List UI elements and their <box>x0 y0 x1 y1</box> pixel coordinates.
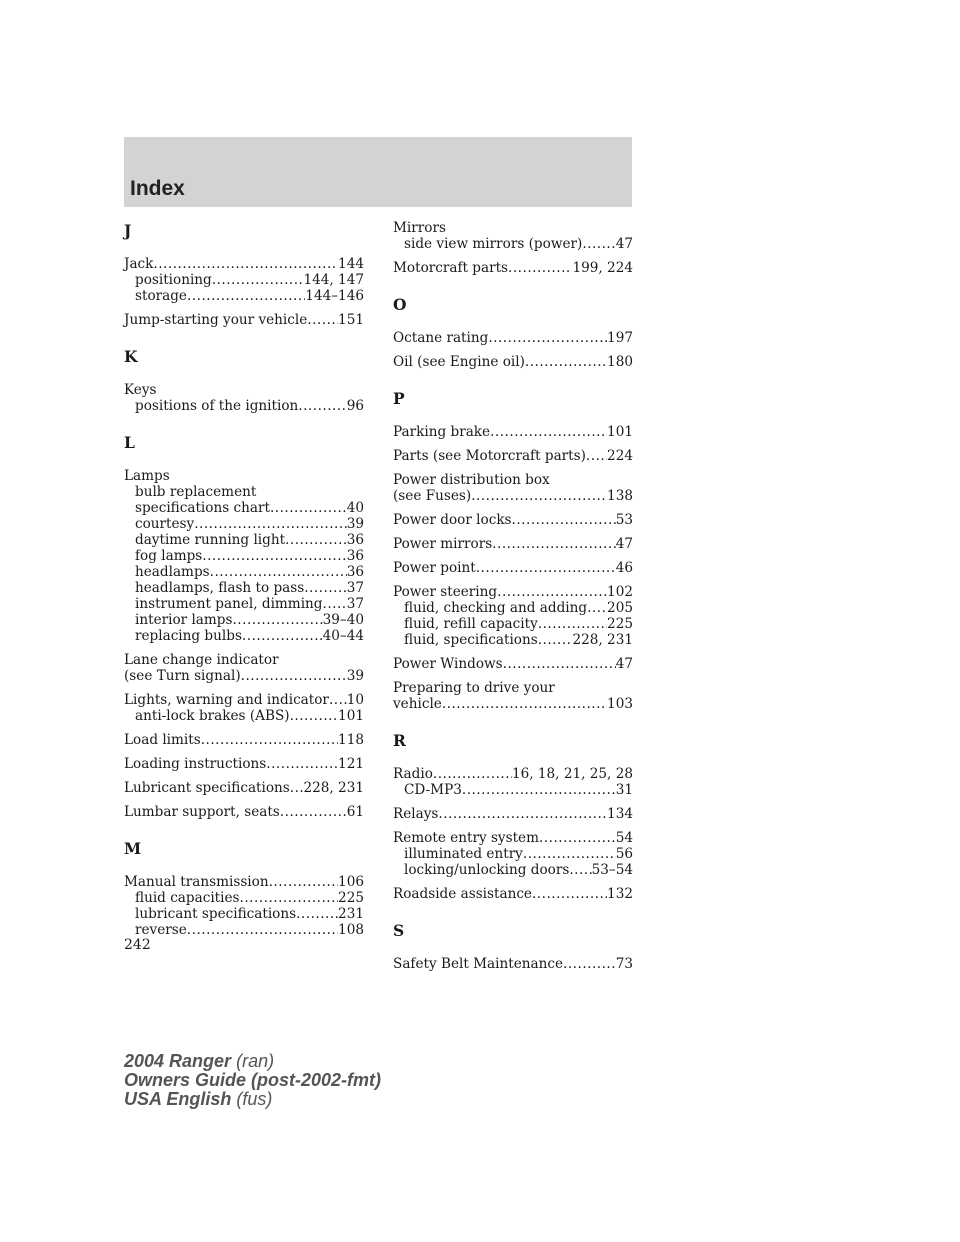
entry-page-ref: 103 <box>607 696 633 712</box>
entry-text: Loading instructions <box>124 756 267 772</box>
entry-page-ref: 53–54 <box>591 862 633 878</box>
section-letter: L <box>124 433 135 452</box>
index-entry <box>393 680 633 712</box>
page-title: Index <box>130 177 185 200</box>
index-entry-line <box>393 448 633 464</box>
index-entry-line <box>124 692 364 708</box>
dot-leader <box>532 886 607 902</box>
entry-text: CD-MP3 <box>404 782 462 798</box>
footer <box>124 1052 381 1109</box>
entry-page-ref: 197 <box>607 330 633 346</box>
entry-text: bulb replacement <box>135 484 257 500</box>
dot-leader <box>587 600 607 616</box>
index-entry-line <box>393 260 633 276</box>
index-entry-line <box>393 512 633 528</box>
entry-text: Power door locks <box>393 512 512 528</box>
entry-text: Radio <box>393 766 433 782</box>
index-entry-line <box>393 330 633 346</box>
entry-page-ref: 16, 18, 21, 25, 28 <box>511 766 633 782</box>
entry-page-ref: 224 <box>607 448 633 464</box>
entry-page-ref: 31 <box>615 782 633 798</box>
entry-text: Remote entry system <box>393 830 539 846</box>
index-entry-line <box>393 830 633 846</box>
index-subentry <box>124 484 364 500</box>
index-entry-line <box>393 220 633 236</box>
index-subentry <box>124 922 364 938</box>
index-subentry <box>124 708 364 724</box>
index-subentry <box>124 398 364 414</box>
entry-text: side view mirrors (power) <box>404 236 583 252</box>
dot-leader <box>490 424 607 440</box>
entry-text: Mirrors <box>393 220 446 236</box>
dot-leader <box>232 612 322 628</box>
entry-page-ref: 36 <box>346 564 364 580</box>
entry-text: headlamps <box>135 564 210 580</box>
dot-leader <box>539 830 616 846</box>
dot-leader <box>187 288 305 304</box>
entry-text: daytime running light <box>135 532 286 548</box>
dot-leader <box>285 532 347 548</box>
entry-page-ref: 36 <box>346 532 364 548</box>
index-entry <box>124 382 364 414</box>
dot-leader <box>280 804 347 820</box>
footer-guide: Owners Guide (post-2002-fmt) <box>124 1070 382 1090</box>
dot-leader <box>266 756 338 772</box>
index-entry <box>124 780 364 796</box>
entry-text: Manual transmission <box>124 874 269 890</box>
entry-page-ref: 37 <box>346 596 364 612</box>
section-letter: J <box>124 221 132 240</box>
index-entry <box>393 806 633 822</box>
entry-page-ref: 56 <box>615 846 633 862</box>
dot-leader <box>323 596 347 612</box>
entry-text: Relays <box>393 806 439 822</box>
dot-leader <box>492 536 616 552</box>
dot-leader <box>212 272 304 288</box>
dot-leader <box>512 512 616 528</box>
section-letter: K <box>124 347 138 366</box>
index-entry <box>124 312 364 328</box>
dot-leader <box>269 874 338 890</box>
index-subentry <box>393 236 633 252</box>
index-entry-line <box>124 780 364 796</box>
entry-page-ref: 39–40 <box>322 612 364 628</box>
entry-text: Octane rating <box>393 330 489 346</box>
index-entry-line <box>393 680 633 696</box>
index-entry-line <box>393 584 633 600</box>
entry-page-ref: 36 <box>346 548 364 564</box>
section-letter: O <box>393 295 407 314</box>
entry-page-ref: 118 <box>338 732 364 748</box>
entry-page-ref: 46 <box>615 560 633 576</box>
entry-page-ref: 144, 147 <box>303 272 364 288</box>
entry-page-ref: 101 <box>338 708 364 724</box>
index-entry-line <box>124 668 364 684</box>
index-subentry <box>124 580 364 596</box>
index-entry <box>393 886 633 902</box>
index-entry-line <box>393 472 633 488</box>
entry-page-ref: 121 <box>338 756 364 772</box>
dot-leader <box>523 846 616 862</box>
index-entry <box>393 424 633 440</box>
section-letter: R <box>393 731 406 750</box>
entry-page-ref: 101 <box>607 424 633 440</box>
index-subentry <box>124 564 364 580</box>
index-entry <box>393 472 633 504</box>
entry-page-ref: 40 <box>346 500 364 516</box>
footer-line-2 <box>124 1071 381 1090</box>
index-subentry <box>124 612 364 628</box>
dot-leader <box>497 584 607 600</box>
index-entry <box>393 584 633 648</box>
entry-page-ref: 108 <box>338 922 364 938</box>
entry-text: Parking brake <box>393 424 491 440</box>
dot-leader <box>298 398 346 414</box>
entry-page-ref: 37 <box>346 580 364 596</box>
entry-text: Preparing to drive your <box>393 680 555 696</box>
dot-leader <box>538 616 607 632</box>
dot-leader <box>304 580 346 596</box>
index-subentry <box>393 632 633 648</box>
dot-leader <box>290 780 304 796</box>
entry-text: Power point <box>393 560 476 576</box>
entry-text: Lumbar support, seats <box>124 804 280 820</box>
entry-text: Power distribution box <box>393 472 550 488</box>
entry-text: Oil (see Engine oil) <box>393 354 525 370</box>
entry-page-ref: 54 <box>615 830 633 846</box>
index-subentry <box>124 516 364 532</box>
dot-leader <box>563 956 616 972</box>
index-subentry <box>124 628 364 644</box>
index-subentry <box>393 862 633 878</box>
entry-page-ref: 73 <box>615 956 633 972</box>
entry-page-ref: 180 <box>607 354 633 370</box>
index-entry <box>393 656 633 672</box>
index-subentry <box>393 782 633 798</box>
index-entry <box>393 512 633 528</box>
entry-text: fog lamps <box>135 548 203 564</box>
index-entry-line <box>393 536 633 552</box>
index-entry-line <box>393 560 633 576</box>
index-entry <box>124 692 364 724</box>
dot-leader <box>442 696 607 712</box>
entry-page-ref: 10 <box>346 692 364 708</box>
entry-text: positions of the ignition <box>135 398 299 414</box>
index-entry <box>393 448 633 464</box>
dot-leader <box>569 862 591 878</box>
section-letter: S <box>393 921 405 940</box>
index-entry-line <box>393 956 633 972</box>
index-subentry <box>124 548 364 564</box>
entry-page-ref: 40–44 <box>322 628 364 644</box>
index-entry <box>393 536 633 552</box>
index-entry <box>393 354 633 370</box>
index-subentry <box>124 596 364 612</box>
entry-page-ref: 39 <box>346 516 364 532</box>
entry-text: Roadside assistance <box>393 886 532 902</box>
dot-leader <box>462 782 616 798</box>
entry-text: lubricant specifications <box>135 906 297 922</box>
dot-leader <box>433 766 512 782</box>
index-entry <box>393 560 633 576</box>
entry-page-ref: 39 <box>346 668 364 684</box>
dot-leader <box>202 548 346 564</box>
index-subentry <box>124 532 364 548</box>
entry-text: Safety Belt Maintenance <box>393 956 564 972</box>
index-entry-line <box>393 354 633 370</box>
entry-page-ref: 228, 231 <box>572 632 633 648</box>
index-entry-line <box>124 874 364 890</box>
entry-page-ref: 61 <box>346 804 364 820</box>
footer-model-code: (ran) <box>236 1051 275 1071</box>
entry-text: Lane change indicator <box>124 652 279 668</box>
index-entry-line <box>124 256 364 272</box>
footer-language: USA English <box>124 1089 232 1109</box>
dot-leader <box>242 628 323 644</box>
dot-leader <box>201 732 338 748</box>
dot-leader <box>153 256 338 272</box>
entry-page-ref: 205 <box>607 600 633 616</box>
entry-page-ref: 144 <box>338 256 364 272</box>
entry-text: courtesy <box>135 516 195 532</box>
index-entry-line <box>393 766 633 782</box>
index-entry-line <box>124 382 364 398</box>
dot-leader <box>508 260 572 276</box>
dot-leader <box>270 500 347 516</box>
entry-text: instrument panel, dimming <box>135 596 323 612</box>
entry-text: interior lamps <box>135 612 233 628</box>
entry-page-ref: 138 <box>607 488 633 504</box>
index-subentry <box>393 600 633 616</box>
entry-text: headlamps, flash to pass <box>135 580 305 596</box>
entry-page-ref: 199, 224 <box>572 260 633 276</box>
entry-text: fluid, specifications <box>404 632 538 648</box>
entry-text: anti-lock brakes (ABS) <box>135 708 290 724</box>
footer-model: 2004 Ranger <box>124 1051 232 1071</box>
index-entry <box>124 874 364 938</box>
index-entry-line <box>393 806 633 822</box>
index-entry-line <box>393 488 633 504</box>
index-entry-line <box>124 468 364 484</box>
entry-text: reverse <box>135 922 187 938</box>
dot-leader <box>438 806 607 822</box>
dot-leader <box>538 632 573 648</box>
index-entry <box>393 956 633 972</box>
index-entry <box>124 756 364 772</box>
index-entry-line <box>393 696 633 712</box>
dot-leader <box>187 922 338 938</box>
dot-leader <box>488 330 607 346</box>
dot-leader <box>525 354 607 370</box>
entry-text: storage <box>135 288 187 304</box>
entry-text: fluid capacities <box>135 890 240 906</box>
index-subentry <box>124 906 364 922</box>
index-entry <box>124 468 364 644</box>
entry-page-ref: 47 <box>615 656 633 672</box>
dot-leader <box>296 906 338 922</box>
entry-page-ref: 47 <box>615 536 633 552</box>
entry-page-ref: 132 <box>607 886 633 902</box>
index-entry <box>393 830 633 878</box>
index-subentry <box>393 846 633 862</box>
dot-leader <box>476 560 616 576</box>
index-subentry <box>124 890 364 906</box>
entry-text: fluid, refill capacity <box>404 616 538 632</box>
dot-leader <box>582 236 615 252</box>
entry-text: Motorcraft parts <box>393 260 509 276</box>
entry-text: Lubricant specifications <box>124 780 290 796</box>
index-entry <box>124 804 364 820</box>
footer-language-code: (fus) <box>236 1089 273 1109</box>
entry-text: Power mirrors <box>393 536 493 552</box>
dot-leader <box>329 692 347 708</box>
index-entry-line <box>393 424 633 440</box>
entry-page-ref: 151 <box>338 312 364 328</box>
section-letter: M <box>124 839 142 858</box>
index-entry-line <box>124 732 364 748</box>
index-column-left <box>124 220 364 956</box>
entry-text: positioning <box>135 272 212 288</box>
index-subentry <box>124 500 364 516</box>
dot-leader <box>241 668 347 684</box>
entry-text: Parts (see Motorcraft parts) <box>393 448 586 464</box>
entry-page-ref: 144–146 <box>305 288 364 304</box>
dot-leader <box>210 564 347 580</box>
page-number: 242 <box>124 937 151 953</box>
section-letter: P <box>393 389 405 408</box>
index-entry <box>393 220 633 252</box>
entry-text: specifications chart <box>135 500 270 516</box>
index-subentry <box>124 272 364 288</box>
entry-page-ref: 231 <box>338 906 364 922</box>
index-entry-line <box>124 652 364 668</box>
index-column-right <box>393 220 633 990</box>
dot-leader <box>290 708 338 724</box>
entry-text: replacing bulbs <box>135 628 242 644</box>
entry-page-ref: 96 <box>346 398 364 414</box>
entry-text: Keys <box>124 382 157 398</box>
index-entry <box>393 766 633 798</box>
entry-text: (see Fuses) <box>393 488 472 504</box>
entry-page-ref: 106 <box>338 874 364 890</box>
entry-text: Lamps <box>124 468 170 484</box>
entry-page-ref: 134 <box>607 806 633 822</box>
entry-text: fluid, checking and adding <box>404 600 588 616</box>
entry-text: illuminated entry <box>404 846 523 862</box>
entry-text: locking/unlocking doors <box>404 862 570 878</box>
entry-page-ref: 228, 231 <box>303 780 364 796</box>
entry-text: vehicle <box>393 696 442 712</box>
footer-line-3 <box>124 1090 381 1109</box>
entry-text: Load limits <box>124 732 201 748</box>
index-entry <box>124 652 364 684</box>
footer-line-1 <box>124 1052 381 1071</box>
entry-text: (see Turn signal) <box>124 668 241 684</box>
index-entry-line <box>393 656 633 672</box>
index-entry-line <box>124 804 364 820</box>
index-entry <box>393 330 633 346</box>
dot-leader <box>471 488 607 504</box>
dot-leader <box>307 312 338 328</box>
dot-leader <box>586 448 607 464</box>
index-entry <box>124 732 364 748</box>
header-band <box>124 137 632 207</box>
entry-page-ref: 53 <box>615 512 633 528</box>
entry-text: Jack <box>124 256 154 272</box>
entry-text: Power steering <box>393 584 498 600</box>
entry-text: Lights, warning and indicator <box>124 692 329 708</box>
index-subentry <box>124 288 364 304</box>
entry-page-ref: 225 <box>338 890 364 906</box>
index-entry-line <box>393 886 633 902</box>
index-subentry <box>393 616 633 632</box>
dot-leader <box>240 890 339 906</box>
dot-leader <box>503 656 616 672</box>
entry-text: Jump-starting your vehicle <box>124 312 308 328</box>
entry-text: Power Windows <box>393 656 503 672</box>
index-entry <box>393 260 633 276</box>
entry-page-ref: 47 <box>615 236 633 252</box>
entry-page-ref: 102 <box>607 584 633 600</box>
index-entry-line <box>124 756 364 772</box>
index-entry-line <box>124 312 364 328</box>
entry-page-ref: 225 <box>607 616 633 632</box>
dot-leader <box>194 516 346 532</box>
index-entry <box>124 256 364 304</box>
